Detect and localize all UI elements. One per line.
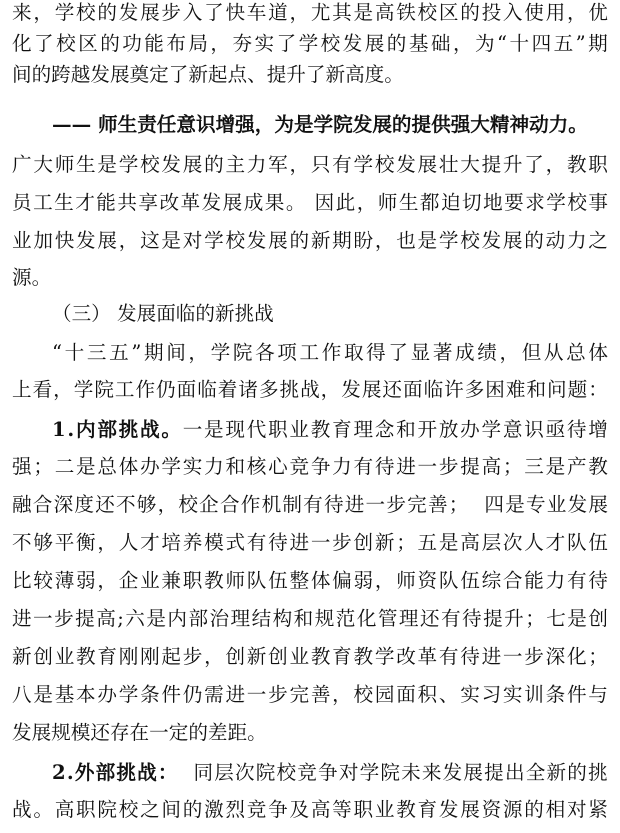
document-line: 融 合 深 度 还 不 够 ， 校 企 合 作 机 制 有 待 进 一 步 完 善 ； 四 是 专 业 发 展 [12, 493, 608, 516]
document-line: 战 。 高 职 院 校 之 间 的 激 烈 竞 争 及 高 等 职 业 教 育 发 展 资 源 的 相 对 紧 [12, 798, 608, 821]
line-text: 发展规模还存在一定的差距。 [12, 721, 267, 744]
document-line: 来 ， 学 校 的 发 展 步 入 了 快 车 道 ， 尤 其 是 高 铁 校 区 的 投 入 使 用 ， 优 [12, 1, 608, 24]
document-line: 上 看 ， 学 院 工 作 仍 面 临 着 诸 多 挑 战 ， 发 展 还 面 临 许 多 困 难 和 问 题 ： [12, 378, 608, 401]
document-line: 广 大 师 生 是 学 校 发 展 的 主 力 军 ， 只 有 学 校 发 展 壮 大 提 升 了 ， 教 职 [12, 153, 608, 176]
bold-lead: —— 师生责任意识增强，为是学院发展的提供强大精神动力。 [52, 113, 588, 136]
document-line: 员 工 生 才 能 共 享 改 革 发 展 成 果 。 因 此 ， 师 生 都 迫 切 地 要 求 学 校 事 [12, 191, 608, 214]
document-line: 不 够 平 衡 ， 人 才 培 养 模 式 有 待 进 一 步 创 新 ； 五 是 高 层 次 人 才 队 伍 [12, 531, 608, 554]
document-line: “ 十 三 五 ” 期 间 ， 学 院 各 项 工 作 取 得 了 显 著 成 绩 ， 但 从 总 体 [52, 341, 608, 364]
document-line [12, 714, 608, 751]
document-line: 2 . 外 部 挑 战 ： 同 层 次 院 校 竞 争 对 学 院 未 来 发 展 提 出 全 新 的 挑 [52, 761, 608, 784]
document-line [12, 106, 608, 143]
document-line [12, 56, 608, 93]
document-line: 新 创 业 教 育 刚 刚 起 步 ， 创 新 创 业 教 育 教 学 改 革 有 待 进 一 步 深 化 ； [12, 645, 608, 668]
document-line: 强 ； 二 是 总 体 办 学 实 力 和 核 心 竞 争 力 有 待 进 一 步 提 高 ； 三 是 产 教 [12, 455, 608, 478]
document-line: 1 . 内 部 挑 战 。 一 是 现 代 职 业 教 育 理 念 和 开 放 办 学 意 识 亟 待 增 [52, 418, 608, 441]
document-line [12, 259, 608, 296]
document-line: 比 较 薄 弱 ， 企 业 兼 职 教 师 队 伍 整 体 偏 弱 ， 师 资 队 伍 综 合 能 力 有 待 [12, 569, 608, 592]
document-line [12, 295, 608, 332]
document-line: 化 了 校 区 的 功 能 布 局 ， 夯 实 了 学 校 发 展 的 基 础 ， 为 “ 十 四 五 ” 期 [12, 32, 608, 55]
line-text: （三） 发展面临的新挑战 [52, 302, 274, 325]
document-line: 八 是 基 本 办 学 条 件 仍 需 进 一 步 完 善 ， 校 园 面 积 、 实 习 实 训 条 件 与 [12, 683, 608, 706]
document-line: 进 一 步 提 高 ; 六 是 内 部 治 理 结 构 和 规 范 化 管 理 还 有 待 提 升 ； 七 是 创 [12, 607, 608, 630]
document-line: 业 加 快 发 展 ， 这 是 对 学 校 发 展 的 新 期 盼 ， 也 是 学 校 发 展 的 动 力 之 [12, 229, 608, 252]
line-text: 源。 [12, 266, 52, 289]
line-text: 间的跨越发展奠定了新起点、提升了新高度。 [12, 63, 404, 86]
